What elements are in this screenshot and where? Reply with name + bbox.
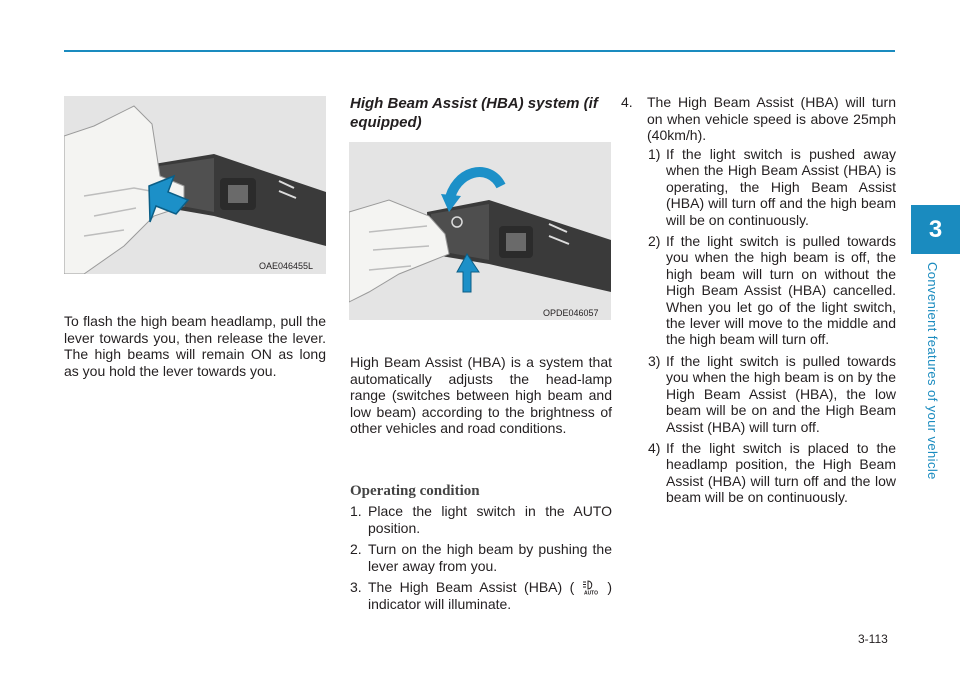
substep-text: If the light switch is pulled towards you when the high beam is off, the high beam will turn on without the High Beam Assist (HBA) cancelled. When you let go of the light switch, the lever will move to the middle and the high beam will turn off. <box>666 233 896 348</box>
operating-condition-heading: Operating condition <box>350 483 480 499</box>
substep-text: If the light switch is placed to the headlamp position, the High Beam Assist (HBA) will turn off and the low beam will be on continuously. <box>666 439 896 506</box>
flash-lever-figure <box>64 96 326 274</box>
chapter-title: Convenient features of your vehicle <box>925 262 940 480</box>
substep-number: 3) <box>648 352 661 369</box>
chapter-tab: 3 <box>911 205 960 254</box>
list-item <box>350 541 612 574</box>
hba-auto-indicator-icon <box>582 580 600 595</box>
page-number: 3-113 <box>858 632 888 646</box>
hba-lever-figure <box>349 142 611 320</box>
step-text: The High Beam Assist (HBA) will turn on when vehicle speed is above 25mph (40km/h). <box>647 94 896 143</box>
substep-text: If the light switch is pulled towards you when the high beam is on by the High Beam Assist (HBA), the low beam will be on and the High Beam Assist (HBA) will turn off. <box>666 352 896 435</box>
header-rule <box>64 50 895 52</box>
operating-steps <box>350 503 612 617</box>
step-text: Turn on the high beam by pushing the lever away from you. <box>368 541 612 574</box>
hba-substeps <box>648 146 896 511</box>
figure-code: OAE046455L <box>259 261 314 271</box>
lever-hba-illustration-icon <box>349 142 611 320</box>
step-text-after: ) indicator will illuminate. <box>368 579 612 612</box>
flash-paragraph: To flash the high beam headlamp, pull the lever towards you, then release the lever. The high beams will remain ON as long as you hold the lever towards you. <box>64 313 326 379</box>
list-item <box>648 146 896 228</box>
step-text: Place the light switch in the AUTO position. <box>368 503 612 536</box>
list-item <box>350 579 612 612</box>
section-title: High Beam Assist (HBA) system (if equipped) <box>350 95 598 131</box>
lever-flash-illustration-icon <box>64 96 326 274</box>
hba-intro: High Beam Assist (HBA) is a system that automatically adjusts the head-lamp range (switches between high beam and low beam) according to the brightness of other vehicles and road conditions. <box>350 354 612 436</box>
substep-text: If the light switch is pushed away when the High Beam Assist (HBA) is operating, the High Beam Assist (HBA) will turn off and the high beam will be on continuously. <box>666 146 896 228</box>
step-4 <box>621 94 896 144</box>
substep-number: 1) <box>648 146 661 162</box>
hba-icon-label: AUTO <box>583 590 598 595</box>
list-item <box>648 233 896 348</box>
figure-code: OPDE046057 <box>543 308 599 318</box>
substep-number: 4) <box>648 439 661 456</box>
step-number: 2. <box>350 541 362 557</box>
list-item <box>350 503 612 536</box>
step-number: 3. <box>350 579 362 595</box>
step-number: 4. <box>621 94 633 110</box>
list-item <box>648 353 896 435</box>
step-number: 1. <box>350 503 362 519</box>
step-text-before: The High Beam Assist (HBA) ( <box>368 579 575 595</box>
list-item <box>648 440 896 506</box>
substep-number: 2) <box>648 233 661 250</box>
